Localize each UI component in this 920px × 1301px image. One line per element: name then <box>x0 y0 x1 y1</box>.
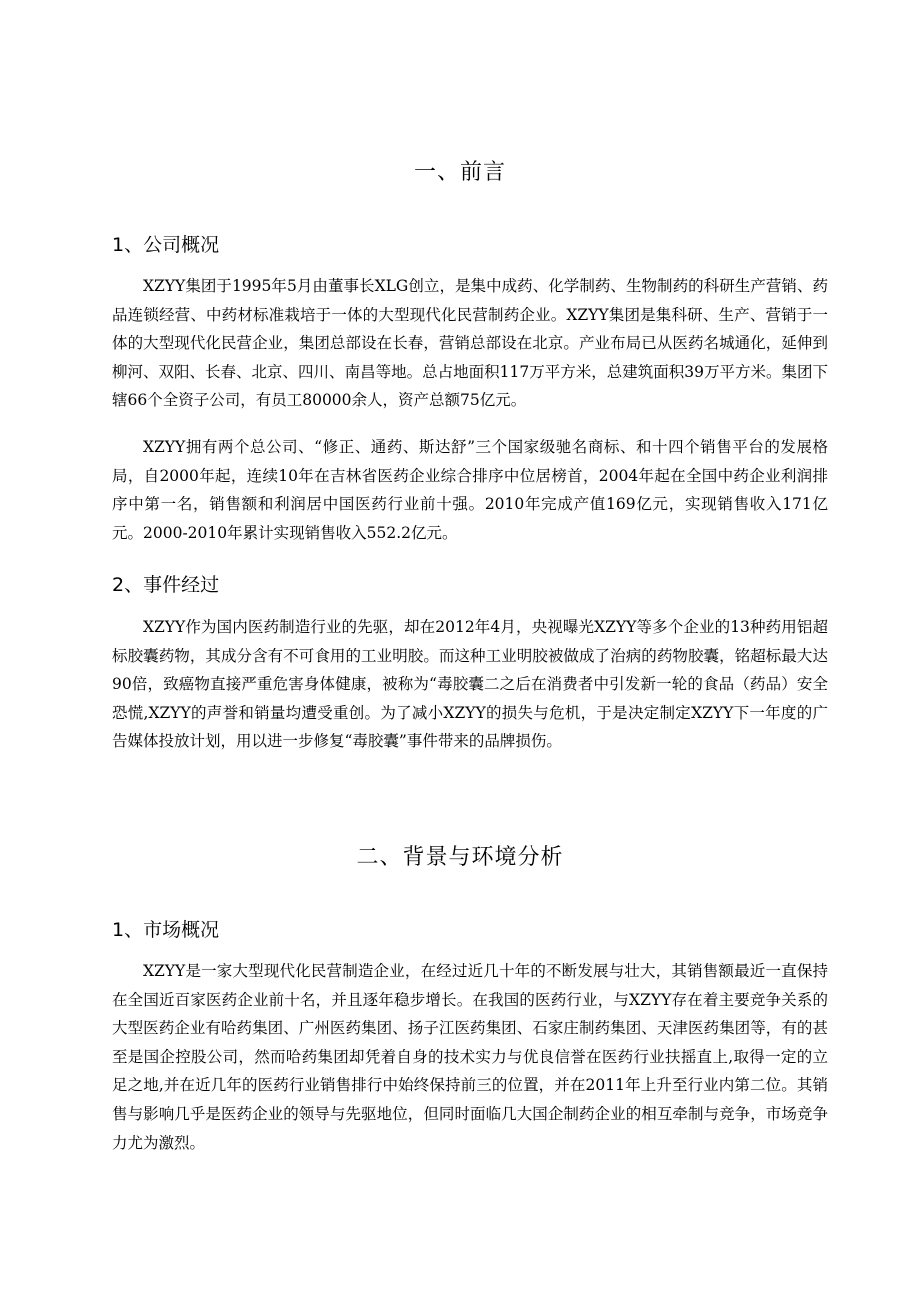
section-heading-market-overview: 1、市场概况 <box>112 919 220 941</box>
paragraph-market-overview: XZYY是一家大型现代化民营制造企业，在经过近几十年的不断发展与壮大，其销售额最近一直保持在全国近百家医药企业前十名，并且逐年稳步增长。在我国的医药行业，与XZYY存在着主要竞争关系的大型医药企业有哈药集团、广州医药集团、扬子江医药集团、石家庄制药集团、天津医药集团等，有的甚至是国企控股公司，然而哈药集团却凭着自身的技术实力与优良信誉在医药行业扶摇直上,取得一定的立足之地,并在近几年的医药行业销售排行中始终保持前三的位置，并在2011年上升至行业内第二位。其销售与影响几乎是医药企业的领导与先驱地位，但同时面临几大国企制药企业的相互牵制与竞争，市场竞争力尤为激烈。 <box>112 962 828 1152</box>
paragraph-company-overview-1: XZYY集团于1995年5月由董事长XLG创立，是集中成药、化学制药、生物制药的科研生产营销、药品连锁经营、中药材标准栽培于一体的大型现代化民营制药企业。XZYY集团是集科研、生产、营销于一体的大型现代化民营企业，集团总部设在长春，营销总部设在北京。产业布局已从医药名城通化，延伸到柳河、双阳、长春、北京、四川、南昌等地。总占地面积117万平方米，总建筑面积39万平方米。集团下辖66个全资子公司，有员工80000余人，资产总额75亿元。 <box>112 277 828 410</box>
paragraph-incident: XZYY作为国内医药制造行业的先驱，却在2012年4月，央视曝光XZYY等多个企业的13种药用铝超标胶囊药物，其成分含有不可食用的工业明胶。而这种工业明胶被做成了治病的药物胶囊，铭超标最大达90倍，致癌物直接严重危害身体健康，被称为“毒胶囊二之后在消费者中引发新一轮的食品（药品）安全恐慌,XZYY的声誉和销量均遭受重创。为了减小XZYY的损失与危机，于是决定制定XZYY下一年度的广告媒体投放计划，用以进一步修复“毒胶囊”事件带来的品牌损伤。 <box>112 618 828 751</box>
chapter-title-preface: 一、前言 <box>413 160 506 185</box>
section-heading-company-overview: 1、公司概况 <box>112 234 220 256</box>
paragraph-company-overview-2: XZYY拥有两个总公司、“修正、通药、斯达舒”三个国家级驰名商标、和十四个销售平台的发展格局，自2000年起，连续10年在吉林省医药企业综合排序中位居榜首，2004年起在全国中药企业利润排序中第一名，销售额和利润居中国医药行业前十强。2010年完成产值169亿元，实现销售收入171亿元。2000-2010年累计实现销售收入552.2亿元。 <box>112 438 828 542</box>
section-heading-incident: 2、事件经过 <box>112 574 220 596</box>
chapter-title-background-analysis: 二、背景与环境分析 <box>356 845 564 870</box>
